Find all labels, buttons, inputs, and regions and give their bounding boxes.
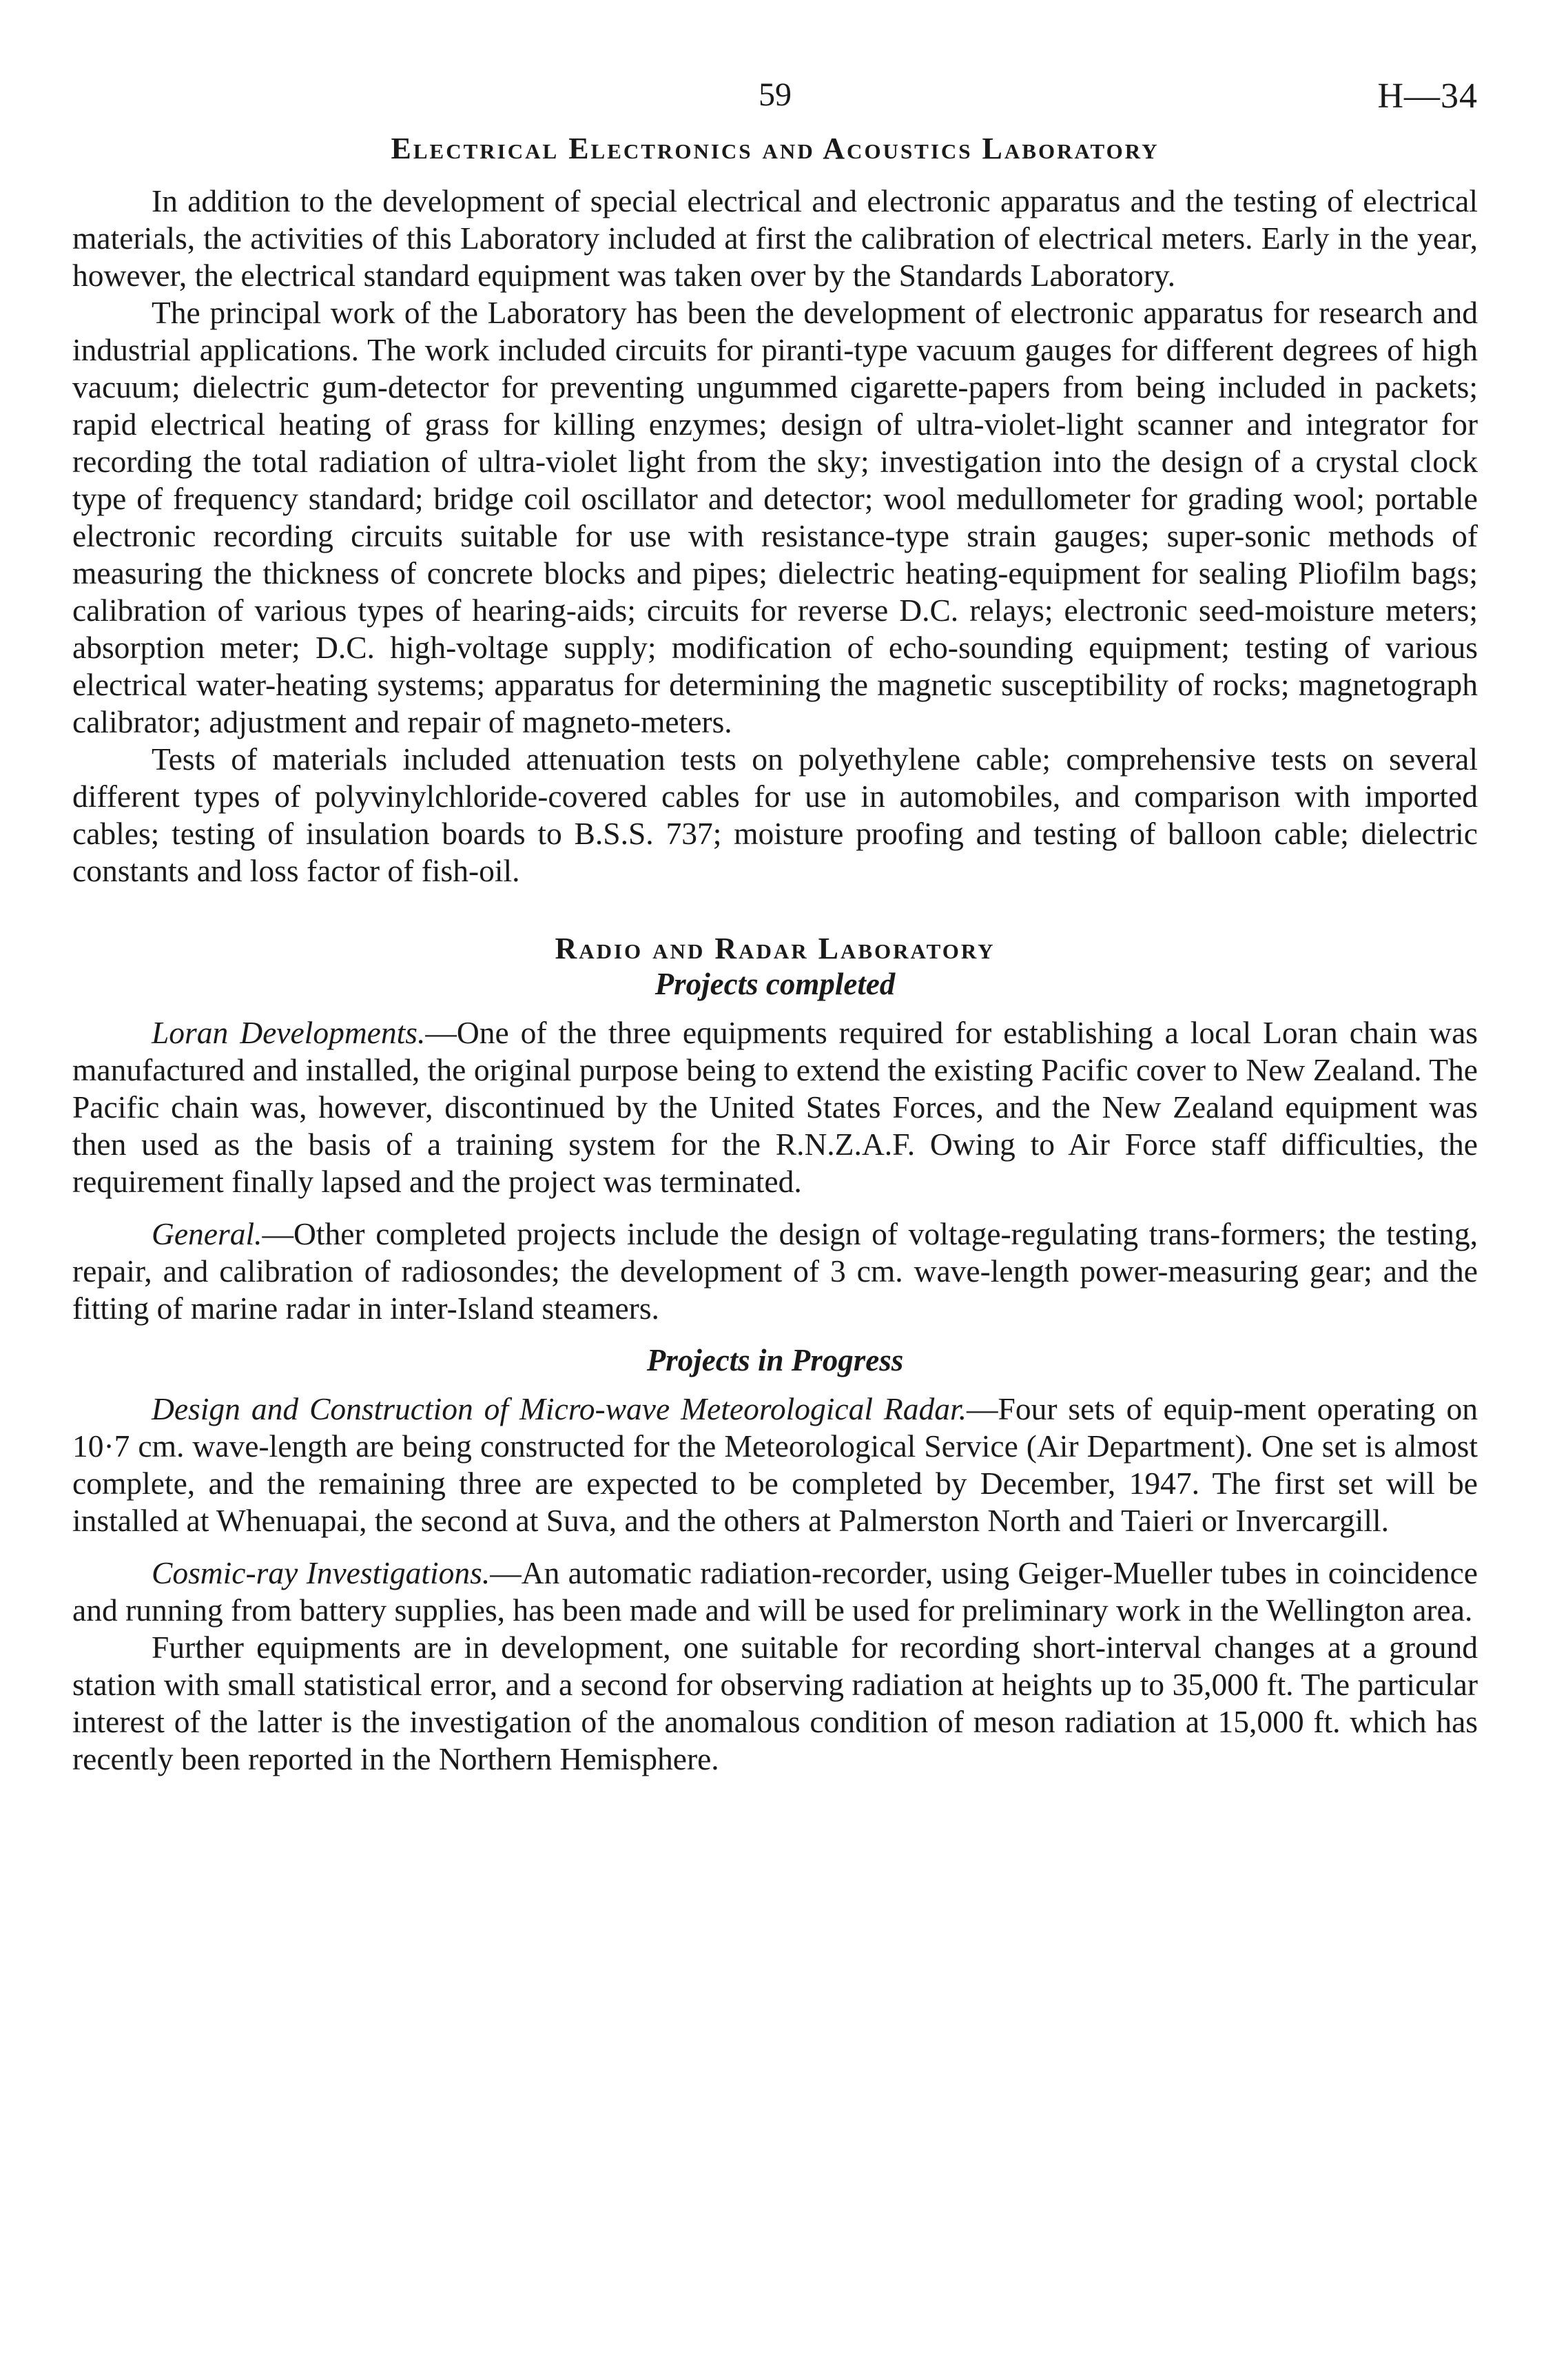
running-header: [72, 76, 1478, 131]
paragraph-radar: [72, 1391, 1478, 1539]
paragraph-text: —An automatic radiation-recorder, using Geiger-Mueller tubes in coincidence and running from battery supplies, has been made and will be used for preliminary work in the Wellington area.: [72, 1555, 1478, 1628]
subheading-projects-completed: Projects completed: [655, 967, 896, 1001]
section-title-radio: Radio and Radar Laboratory: [555, 932, 996, 965]
document-page: [72, 76, 1478, 1778]
paragraph: The principal work of the Laboratory has been the development of electronic apparatus for research and industrial applications. The work included circuits for piranti-type vacuum gauges for different degrees of high vacuum; dielectric gum-detector for preventing ungummed cigarette-papers from being included in packets; rapid electrical heating of grass for killing enzymes; design of ultra-violet-light scanner and integrator for recording the total radiation of ultra-violet light from the sky; investigation into the design of a crystal clock type of frequency standard; bridge coil oscillator and detector; wool medullometer for grading wool; portable electronic recording circuits suitable for use with resistance-type strain gauges; super-sonic methods of measuring the thickness of concrete blocks and pipes; dielectric heating-equipment for sealing Pliofilm bags; calibration of various types of hearing-aids; circuits for reverse D.C. relays; electronic seed-moisture meters; absorption meter; D.C. high-voltage supply; modification of echo-sounding equipment; testing of various electrical water-heating systems; apparatus for determining the magnetic susceptibility of rocks; magnetograph calibrator; adjustment and repair of magneto-meters.: [72, 295, 1478, 739]
paragraph-loran: [72, 1014, 1478, 1200]
page-number: 59: [759, 76, 792, 113]
run-in-heading: General.: [152, 1216, 262, 1251]
paragraph-text: —Other completed projects include the design of voltage-regulating trans-formers; the testing, repair, and calibration of radiosondes; the development of 3 cm. wave-length power-measuring gear; and the fitting of marine radar in inter-Island steamers.: [72, 1216, 1478, 1326]
run-in-heading: Cosmic-ray Investigations.: [152, 1555, 491, 1590]
paragraph-general: [72, 1215, 1478, 1327]
paragraph-cosmic-ray: [72, 1555, 1478, 1629]
paragraph-text: —One of the three equipments required for establishing a local Loran chain was manufactured and installed, the original purpose being to extend the existing Pacific cover to New Zealand. The Pacific chain was, however, discontinued by the United States Forces, and the New Zealand equipment was then used as the basis of a training system for the R.N.Z.A.F. Owing to Air Force staff difficulties, the requirement finally lapsed and the project was terminated.: [72, 1015, 1478, 1199]
document-reference: H—34: [1377, 76, 1478, 116]
section-title-electrical: Electrical Electronics and Acoustics Laboratory: [391, 132, 1160, 165]
paragraph: In addition to the development of special electrical and electronic apparatus and the testing of electrical materials, the activities of this Laboratory included at first the calibration of electrical meters. Early in the year, however, the electrical standard equipment was taken over by the Standards Laboratory.: [72, 183, 1478, 293]
run-in-heading: Design and Construction of Micro-wave Meteorological Radar.: [152, 1391, 967, 1426]
paragraph: Tests of materials included attenuation tests on polyethylene cable; comprehensive tests on several different types of polyvinylchloride-covered cables for use in automobiles, and comparison with imported cables; testing of insulation boards to B.S.S. 737; moisture proofing and testing of balloon cable; dielectric constants and loss factor of fish-oil.: [72, 741, 1478, 888]
subheading-projects-in-progress: Projects in Progress: [646, 1343, 904, 1377]
paragraph-text: —Four sets of equip-ment operating on 10·7 cm. wave-length are being constructed for the Meteorological Service (Air Department). One set is almost complete, and the remaining three are expected to be completed by December, 1947. The first set will be installed at Whenuapai, the second at Suva, and the others at Palmerston North and Taieri or Invercargill.: [72, 1391, 1478, 1538]
paragraph: Further equipments are in development, one suitable for recording short-interval changes at a ground station with small statistical error, and a second for observing radiation at heights up to 35,000 ft. The particular interest of the latter is the investigation of the anomalous condition of meson radiation at 15,000 ft. which has recently been reported in the Northern Hemisphere.: [72, 1630, 1478, 1776]
run-in-heading: Loran Developments.: [152, 1015, 426, 1050]
